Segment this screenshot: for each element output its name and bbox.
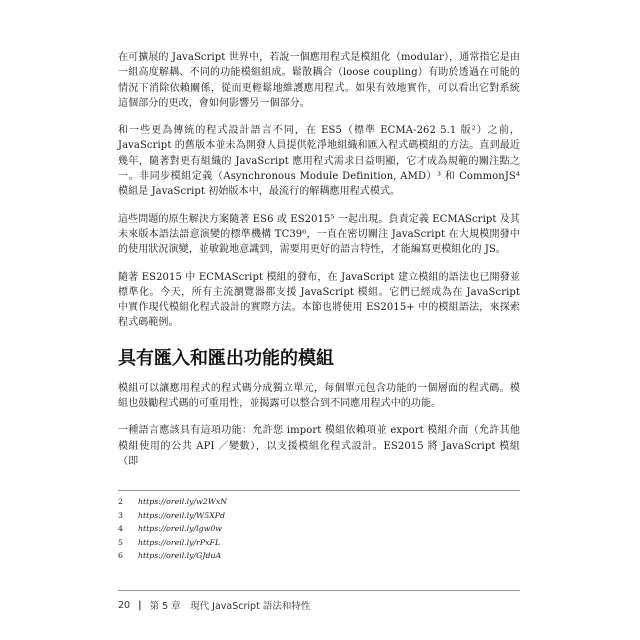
paragraph: 隨著 ES2015 中 ECMAScript 模組的發布，在 JavaScript 建立模組的語法也已開發並標準化。今天，所有主流瀏覽器都支援 JavaScript 模組。它們已經成為在 JavaScript 中實作現代模組化程式設計的實際方法。本節也將使用 ES2015+ 中的模組語法，來探索程式碼範例。 [118, 271, 520, 329]
paragraph: 和一些更為傳統的程式設計語言不同，在 ES5（標準 ECMA-262 5.1 版²）之前，JavaScript 的舊版本並未為開發人員提供乾淨地組織和匯入程式碼模組的方法。直到最近幾年，隨著對更有組織的 JavaScript 應用程式需求日益明顯，它才成為規範的關注點之一。非同步模組定義（Asynchronous Module Definition, AMD）³ 和 CommonJS⁴ 模組是 JavaScript 初始版本中，最流行的解耦應用程式模式。 [118, 125, 520, 198]
page-number: 20 [118, 599, 131, 611]
footnote-link[interactable]: https://oreil.ly/rPxFL [138, 537, 221, 547]
footnote-number: 4 [118, 524, 123, 533]
footnotes [118, 490, 520, 563]
footnote [118, 509, 520, 523]
footnote-link[interactable]: https://oreil.ly/W5XPd [138, 510, 225, 520]
footnote [118, 522, 520, 536]
page-footer [118, 590, 520, 612]
footnote-number: 5 [118, 537, 123, 547]
section-heading: 具有匯入和匯出功能的模組 [118, 347, 334, 369]
footnote-link[interactable]: https://oreil.ly/w2WxN [138, 497, 228, 506]
chapter-title: 第 5 章 現代 JavaScript 語法和特性 [149, 601, 311, 612]
paragraph: 一種語言應該具有這項功能：允許您 import 模組依賴項並 export 模組介面（允許其他模組使用的公共 API ／變數），以支援模組化程式設計。ES2015 將 JavaScript 模組（即 [118, 425, 520, 467]
footnote [118, 536, 520, 550]
footnote-number: 2 [118, 497, 123, 506]
footnote [118, 549, 520, 563]
paragraph: 這些問題的原生解決方案隨著 ES6 或 ES2015⁵ 一起出現。負責定義 ECMAScript 及其未來版本語法語意演變的標準機構 TC39⁶，一直在密切關注 JavaScript 在大規模開發中的使用狀況演變，並敏銳地意識到，需要用更好的語言特性，才能編寫更模組化的 JS。 [118, 213, 520, 256]
footnote-number: 3 [118, 510, 123, 520]
footnote-link[interactable]: https://oreil.ly/GJduA [138, 551, 222, 560]
footnote-number: 6 [118, 551, 123, 560]
paragraph: 在可擴展的 JavaScript 世界中，若說一個應用程式是模組化（modular），通常指它是由一組高度解耦、不同的功能模組組成。鬆散耦合（loose coupling）有助於透過在可能的情況下消除依賴關係，從而更輕鬆地維護應用程式。如果有效地實作，可以看出它對系統這個部分的更改，會如何影響另一個部分。 [118, 52, 520, 109]
footer-separator: | [138, 599, 142, 611]
page-body [118, 50, 520, 481]
footnote-link[interactable]: https://oreil.ly/lgw0w [138, 524, 222, 533]
footnote [118, 495, 520, 509]
paragraph: 模組可以讓應用程式的程式碼分成獨立單元，每個單元包含功能的一個層面的程式碼。模組也鼓勵程式碼的可重用性，並揭露可以整合到不同應用程式中的功能。 [118, 382, 520, 410]
